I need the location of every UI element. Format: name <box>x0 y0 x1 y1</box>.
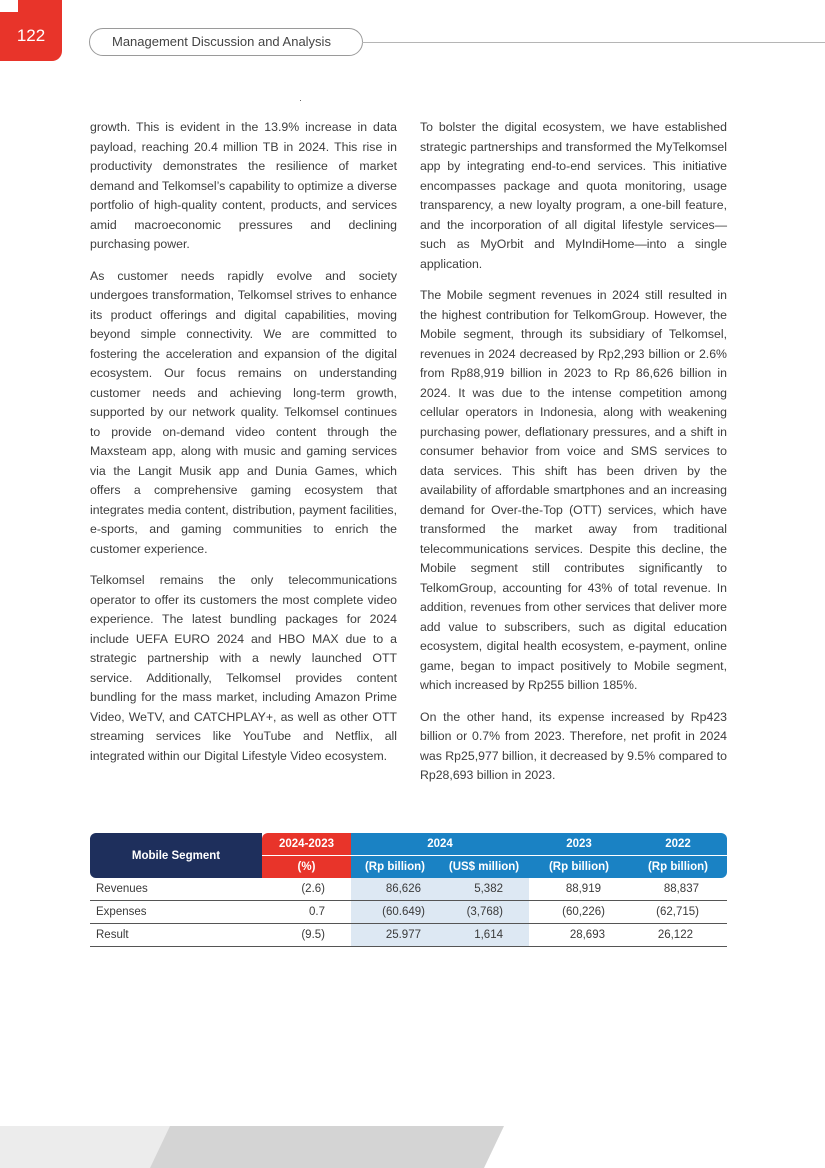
paragraph: The Mobile segment revenues in 2024 still resulted in the highest contribution for TelkomGroup. However, the Mobile segment, through its subsidiary of Telkomsel, revenues in 2024 decreased by Rp2,293 billion or 2.6% from Rp88,919 billion in 2023 to Rp 86,626 billion in 2024. It was due to the intense competition among cellular operators in Indonesia, along with weakening purchasing power, deflationary pressures, and a shift in consumer behavior from voice and SMS services to data services. This shift has been driven by the availability of affordable smartphones and an increasing demand for Over-the-Top (OTT) services, which have transformed the market away from traditional telecommunications services. Despite this decline, the Mobile segment still contributes significantly to TelkomGroup, accounting for 43% of total revenue. In addition, revenues from other services that deliver more add value to subscribers, such as digital education ecosystem, digital health ecosystem, e-payment, online game, began to impact positively to Mobile segment, which increased by Rp255 billion 185%. <box>420 288 727 692</box>
table-header-2022: 2022 <box>629 833 727 856</box>
paragraph: On the other hand, its expense increased by Rp423 billion or 0.7% from 2023. Therefore, net profit in 2024 was Rp25,977 billion, it decreased by 9.5% compared to Rp28,693 billion in 2023. <box>420 709 727 782</box>
stray-dot <box>300 100 301 101</box>
cell-pct: 0.7 <box>262 901 351 924</box>
paragraph: To bolster the digital ecosystem, we have established strategic partnerships and transformed the MyTelkomsel app by integrating end-to-end services. This initiative encompasses package and quota monitoring, usage transparency, a new loyalty program, a one-bill feature, and the incorporation of all digital lifestyle services—such as MyOrbit and MyIndiHome—into a single application. <box>420 120 727 271</box>
paragraph: Telkomsel remains the only telecommunications operator to offer its customers the most complete video experience. The latest bundling packages for 2024 include UEFA EURO 2024 and HBO MAX due to a strategic partnership with a newly launched OTT service. Additionally, Telkomsel provides content bundling for the mass market, including Amazon Prime Video, WeTV, and CATCHPLAY+, as well as other OTT streaming services like YouTube and Netflix, all integrated within our Digital Lifestyle Video ecosystem. <box>90 573 397 763</box>
paragraph: growth. This is evident in the 13.9% increase in data payload, reaching 20.4 million TB in 2024. This rise in productivity demonstrates the resilience of market demand and Telkomsel’s capability to optimize a diverse portfolio of high-quality content, products, and services amid macroeconomic pressures and declining purchasing power. <box>90 120 397 251</box>
header-divider <box>362 42 825 43</box>
cell-rp-2022: 88,837 <box>629 878 727 901</box>
table-subheader-rp-2024: (Rp billion) <box>351 856 439 878</box>
table-subheader-rp-2023: (Rp billion) <box>529 856 629 878</box>
section-title: Management Discussion and Analysis <box>89 28 363 56</box>
cell-usd-2024: 1,614 <box>439 924 529 947</box>
cell-usd-2024: 5,382 <box>439 878 529 901</box>
cell-pct: (9.5) <box>262 924 351 947</box>
table-subheader-rp-2022: (Rp billion) <box>629 856 727 878</box>
row-label: Revenues <box>90 878 262 901</box>
cell-pct: (2.6) <box>262 878 351 901</box>
cell-rp-2024: 25.977 <box>351 924 439 947</box>
cell-rp-2024: 86,626 <box>351 878 439 901</box>
table-row <box>90 878 727 901</box>
table-header-2023: 2023 <box>529 833 629 856</box>
row-label: Expenses <box>90 901 262 924</box>
cell-rp-2022: 26,122 <box>629 924 727 947</box>
table-row <box>90 924 727 947</box>
table-header-2024: 2024 <box>351 833 529 856</box>
cell-rp-2022: (62,715) <box>629 901 727 924</box>
page-number: 122 <box>16 26 46 45</box>
row-label: Result <box>90 924 262 947</box>
cell-rp-2024: (60.649) <box>351 901 439 924</box>
cell-rp-2023: 88,919 <box>529 878 629 901</box>
paragraph: As customer needs rapidly evolve and society undergoes transformation, Telkomsel strives to enhance its product offerings and digital capabilities, moving beyond simple connectivity. We are committed to fostering the acceleration and expansion of the digital ecosystem. Our focus remains on understanding customer needs and achieving long-term growth, supported by our network quality. Telkomsel continues to provide on-demand video content through the Maxsteam app, along with music and gaming services via the Langit Musik app and Dunia Games, which offers a comprehensive gaming ecosystem that integrates media content, distribution, payment facilities, e-sports, and gaming communities to enrich the customer experience. <box>90 268 397 556</box>
right-text-column <box>420 118 727 798</box>
cell-rp-2023: (60,226) <box>529 901 629 924</box>
table-subheader-pct: (%) <box>262 856 351 878</box>
cell-usd-2024: (3,768) <box>439 901 529 924</box>
left-text-column <box>90 118 397 778</box>
footer-decoration-dark <box>150 1126 504 1168</box>
table-row <box>90 901 727 924</box>
table-header-segment: Mobile Segment <box>90 833 262 878</box>
table-header-change: 2024-2023 <box>262 833 351 856</box>
cell-rp-2023: 28,693 <box>529 924 629 947</box>
table-subheader-usd-2024: (US$ million) <box>439 856 529 878</box>
badge-notch <box>0 0 18 12</box>
page-number-badge <box>0 0 62 61</box>
mobile-segment-table <box>90 833 727 947</box>
